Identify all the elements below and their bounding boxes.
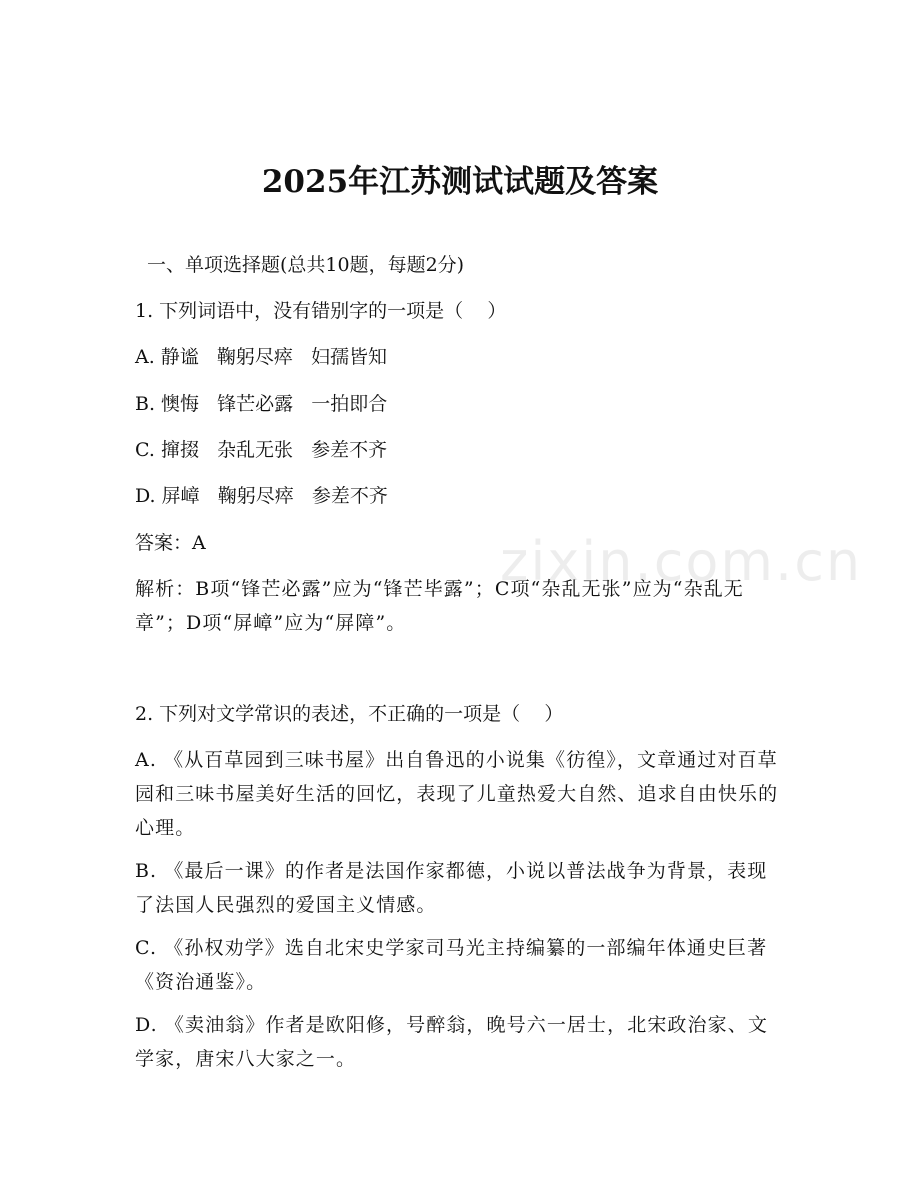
document-title: 2025年江苏测试试题及答案 — [261, 164, 659, 200]
question-1-option-b: B. 懊悔 锋芒必露 一拍即合 — [135, 393, 388, 415]
watermark: zixin.com.cn — [500, 530, 863, 593]
question-1-option-d: D. 屏嶂 鞠躬尽瘁 参差不齐 — [135, 485, 388, 507]
question-2-option-d: D. 《卖油翁》作者是欧阳修，号醉翁，晚号六一居士，北宋政治家、文学家，唐宋八大家之一。 — [135, 1014, 768, 1070]
question-1-option-a: A. 静谧 鞠躬尽瘁 妇孺皆知 — [135, 346, 388, 368]
section-heading: 一、单项选择题(总共10题，每题2分) — [147, 254, 465, 276]
question-2-option-b: B. 《最后一课》的作者是法国作家都德，小说以普法战争为背景，表现了法国人民强烈的爱国主义情感。 — [135, 860, 768, 916]
question-1-option-c: C. 撺掇 杂乱无张 参差不齐 — [135, 439, 388, 461]
question-1-analysis: 解析：B项“锋芒必露”应为“锋芒毕露”；C项“杂乱无张”应为“杂乱无章”；D项“屏嶂”应为“屏障”。 — [135, 578, 744, 634]
question-2-stem: 2. 下列对文学常识的表述，不正确的一项是（ ） — [135, 703, 564, 725]
question-1-answer: 答案：A — [135, 532, 206, 554]
question-2-option-c: C. 《孙权劝学》选自北宋史学家司马光主持编纂的一部编年体通史巨著《资治通鉴》。 — [135, 937, 768, 993]
question-1-stem: 1. 下列词语中，没有错别字的一项是（ ） — [135, 300, 507, 322]
question-2-option-a: A. 《从百草园到三味书屋》出自鲁迅的小说集《彷徨》，文章通过对百草园和三味书屋美好生活的回忆，表现了儿童热爱大自然、追求自由快乐的心理。 — [135, 749, 779, 839]
